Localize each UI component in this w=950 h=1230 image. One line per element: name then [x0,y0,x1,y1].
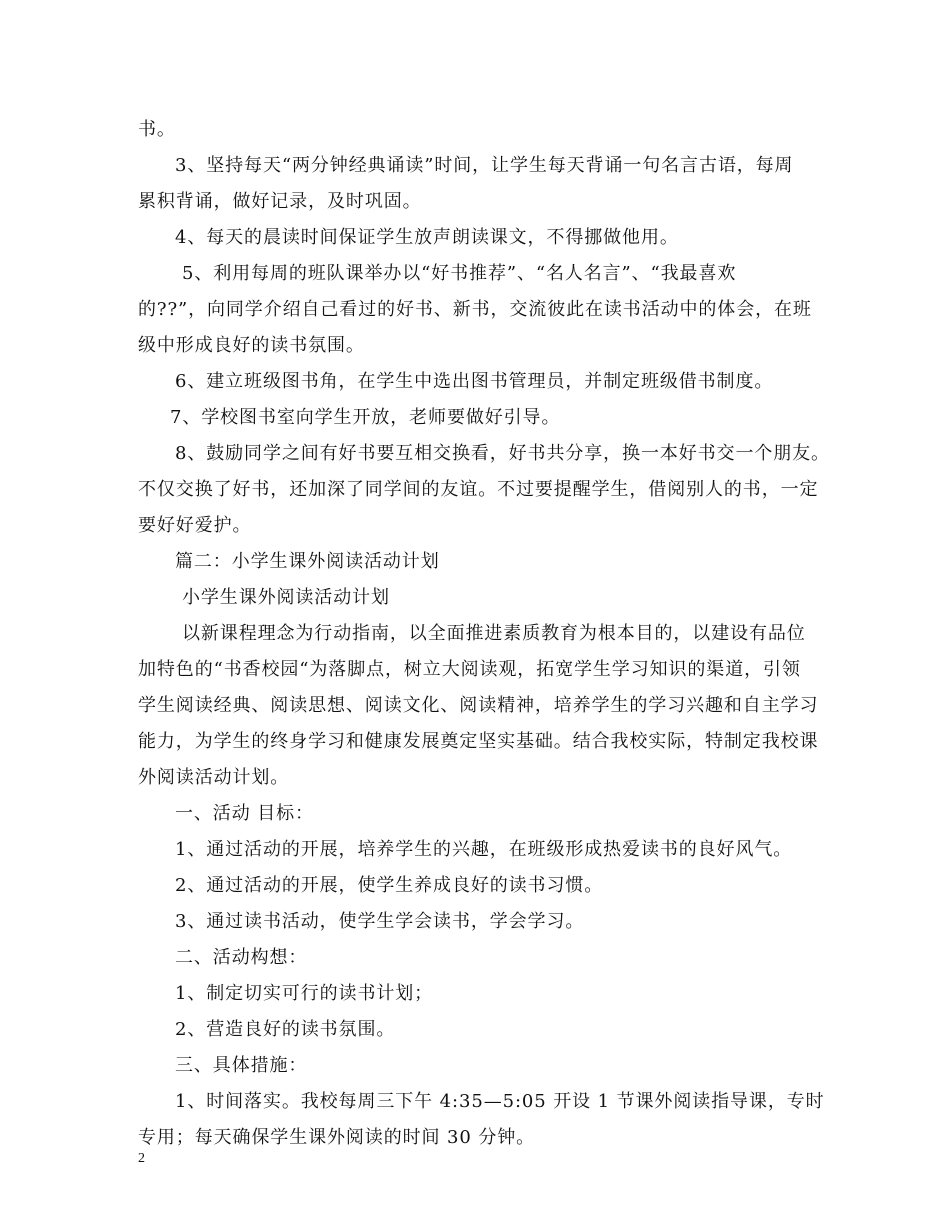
section-heading: 二、活动构想： [175,947,308,968]
text-line: 3、坚持每天“两分钟经典诵读”时间，让学生每天背诵一句名言古语，每周 [175,155,794,176]
text-line: 5、利用每周的班队课举办以“好书推荐”、“名人名言”、“我最喜欢 [182,263,737,284]
text-line: 1、通过活动的开展，培养学生的兴趣，在班级形成热爱读书的良好风气。 [175,839,793,860]
section-heading: 篇二：小学生课外阅读活动计划 [175,551,440,572]
text-line: 2、通过活动的开展，使学生养成良好的读书习惯。 [175,875,604,896]
text-line: 累积背诵，做好记录，及时巩固。 [138,191,422,212]
text-line: 级中形成良好的读书氛围。 [138,335,365,356]
text-line: 的??”，向同学介绍自己看过的好书、新书，交流彼此在读书活动中的体会，在班 [138,299,812,320]
text-line: 书。 [138,119,176,140]
text-line: 学生阅读经典、阅读思想、阅读文化、阅读精神，培养学生的学习兴趣和自主学习 [138,695,819,716]
text-line: 不仅交换了好书，还加深了同学间的友谊。不过要提醒学生，借阅别人的书，一定 [138,479,819,500]
text-line: 外阅读活动计划。 [138,767,290,788]
document-title: 小学生课外阅读活动计划 [182,587,390,608]
text-line: 8、鼓励同学之间有好书要互相交换看，好书共分享，换一本好书交一个朋友。 [175,443,830,464]
section-heading: 一、活动 目标： [175,803,314,824]
text-line: 1、制定切实可行的读书计划； [175,983,434,1004]
section-heading: 三、具体措施： [175,1055,308,1076]
page-number: 2 [138,1151,145,1166]
text-line: 3、通过读书活动，使学生学会读书，学会学习。 [175,911,585,932]
text-line: 要好好爱护。 [138,515,252,536]
text-line: 7、学校图书室向学生开放，老师要做好引导。 [170,407,561,428]
text-line: 加特色的“书香校园“为落脚点，树立大阅读观，拓宽学生学习知识的渠道，引领 [138,659,801,680]
text-line: 2、营造良好的读书氛围。 [175,1019,396,1040]
text-line: 能力，为学生的终身学习和健康发展奠定坚实基础。结合我校实际，特制定我校课 [138,731,819,752]
text-line: 6、建立班级图书角，在学生中选出图书管理员，并制定班级借书制度。 [175,371,774,392]
text-line: 专用；每天确保学生课外阅读的时间 30 分钟。 [138,1127,536,1148]
text-line: 4、每天的晨读时间保证学生放声朗读课文，不得挪做他用。 [175,227,679,248]
text-line: 1、时间落实。我校每周三下午 4:35—5:05 开设 1 节课外阅读指导课，专时 [175,1091,825,1112]
text-line: 以新课程理念为行动指南，以全面推进素质教育为根本目的，以建设有品位 [182,623,806,644]
